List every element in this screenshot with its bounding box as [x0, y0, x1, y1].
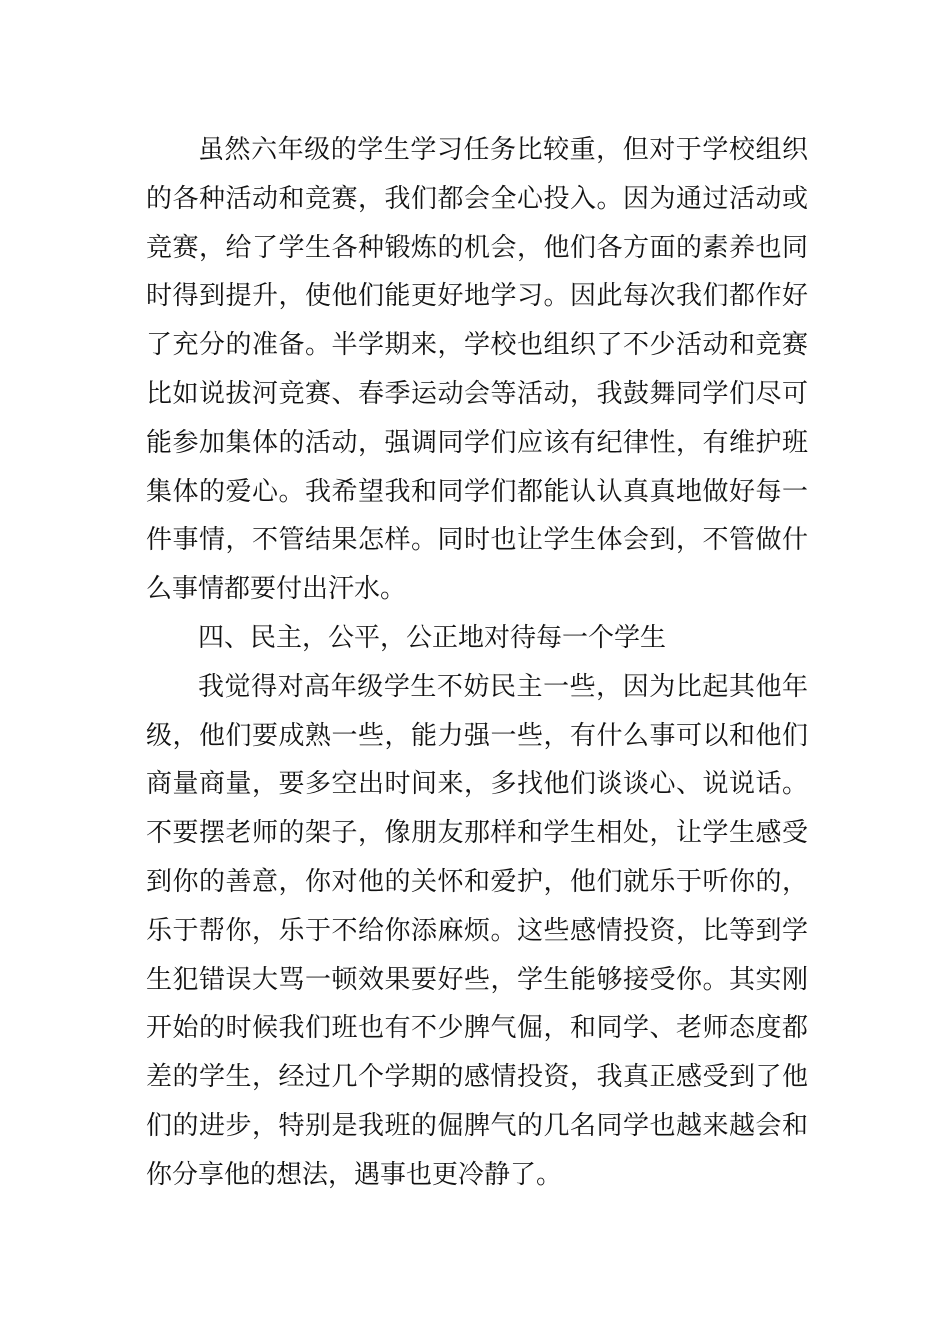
paragraph-activities: 虽然六年级的学生学习任务比较重，但对于学校组织的各种活动和竞赛，我们都会全心投入。因为通过活动或竞赛，给了学生各种锻炼的机会，他们各方面的素养也同时得到提升，使他们能更好地学习。因此每次我们都作好了充分的准备。半学期来，学校也组织了不少活动和竞赛比如说拔河竞赛、春季运动会等活动，我鼓舞同学们尽可能参加集体的活动，强调同学们应该有纪律性，有维护班集体的爱心。我希望我和同学们都能认认真真地做好每一件事情，不管结果怎样。同时也让学生体会到，不管做什么事情都要付出汗水。	[146, 135, 808, 605]
paragraph-democracy: 我觉得对高年级学生不妨民主一些，因为比起其他年级，他们要成熟一些，能力强一些，有什么事可以和他们商量商量，要多空出时间来，多找他们谈谈心、说说话。不要摆老师的架子，像朋友那样和学生相处，让学生感受到你的善意，你对他的关怀和爱护，他们就乐于听你的，乐于帮你，乐于不给你添麻烦。这些感情投资，比等到学生犯错误大骂一顿效果要好些，学生能够接受你。其实刚开始的时候我们班也有不少脾气倔，和同学、老师态度都差的学生，经过几个学期的感情投资，我真正感受到了他们的进步，特别是我班的倔脾气的几名同学也越来越会和你分享他的想法，遇事也更冷静了。	[146, 671, 808, 1190]
document-body	[146, 126, 808, 1200]
section-heading: 四、民主，公平，公正地对待每一个学生	[198, 622, 667, 653]
